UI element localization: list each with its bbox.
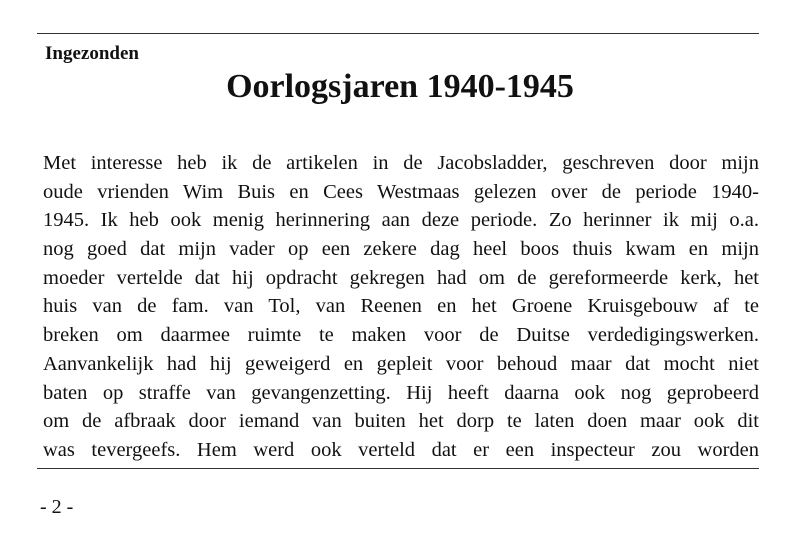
article-line: breken om daarmee ruimte te maken voor de Duitse verdedigingswerken.: [43, 324, 759, 347]
bottom-rule: [37, 468, 759, 469]
article-line: moeder vertelde dat hij opdracht gekregen had om de gereformeerde kerk, het: [43, 266, 759, 289]
article-line: Met interesse heb ik de artikelen in de Jacobsladder, geschreven door mijn: [43, 152, 759, 174]
section-label: Ingezonden: [45, 43, 139, 64]
article-line: was tevergeefs. Hem werd ook verteld dat er een inspecteur zou worden: [43, 438, 759, 461]
article-body: [43, 149, 759, 465]
article-line: nog goed dat mijn vader op een zekere dag heel boos thuis kwam en mijn: [43, 238, 759, 261]
page-number: - 2 -: [40, 496, 74, 518]
article-line: baten op straffe van gevangenzetting. Hij heeft daarna ook nog geprobeerd: [43, 381, 759, 404]
article-line: oude vrienden Wim Buis en Cees Westmaas gelezen over de periode 1940-: [43, 180, 759, 203]
article-line: Aanvankelijk had hij geweigerd en gepleit voor behoud maar dat mocht niet: [43, 352, 759, 375]
article-title: Oorlogsjaren 1940-1945: [226, 68, 574, 105]
article-line: 1945. Ik heb ook menig herinnering aan deze periode. Zo herinner ik mij o.a.: [43, 209, 759, 232]
article-line: huis van de fam. van Tol, van Reenen en het Groene Kruisgebouw af te: [43, 295, 759, 318]
article-line: om de afbraak door iemand van buiten het dorp te laten doen maar ook dit: [43, 410, 759, 433]
top-rule: [37, 33, 759, 34]
